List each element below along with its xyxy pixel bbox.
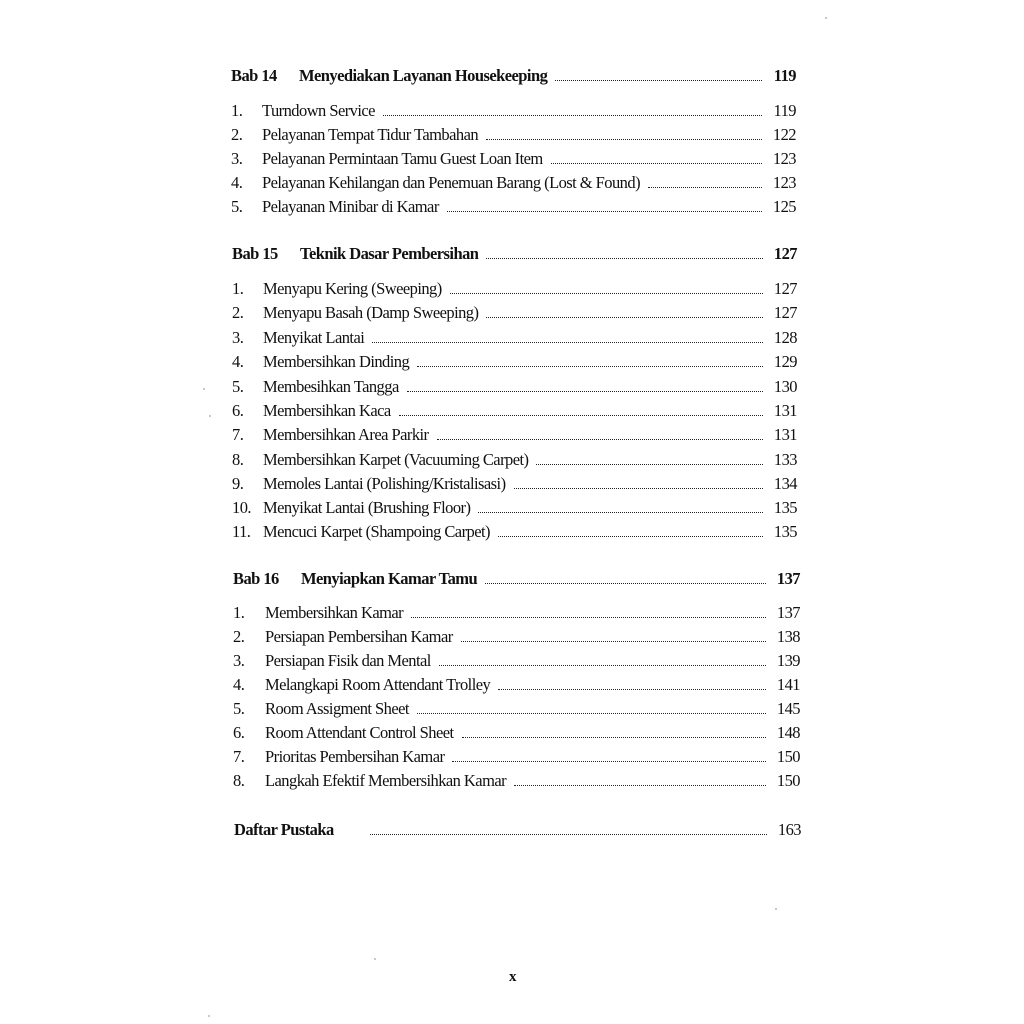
entry-number: 8. [233, 771, 245, 790]
scan-speck [374, 958, 376, 960]
dot-leader [498, 689, 766, 690]
page-ref: 163 [777, 820, 801, 839]
toc-entry [233, 627, 800, 647]
chapter-label: Bab 16 [233, 569, 279, 588]
toc-entry [232, 474, 797, 494]
page-ref: 150 [776, 771, 800, 790]
entry-number: 5. [233, 699, 245, 718]
entry-title: Langkah Efektif Membersihkan Kamar [265, 771, 507, 790]
page-ref: 150 [776, 747, 800, 766]
entry-title: Membersihkan Kamar [265, 603, 404, 622]
page-ref: 133 [773, 450, 797, 469]
entry-number: 1. [231, 101, 243, 120]
entry-number: 10. [232, 498, 251, 517]
page-ref: 129 [773, 352, 797, 371]
page-ref: 145 [776, 699, 800, 718]
toc-entry [233, 747, 800, 767]
dot-leader [447, 211, 762, 212]
toc-entry [232, 450, 797, 470]
scan-speck [825, 17, 827, 19]
dot-leader [486, 317, 763, 318]
entry-number: 2. [232, 303, 244, 322]
entry-number: 7. [232, 425, 244, 444]
dot-leader [514, 785, 766, 786]
page-ref: 123 [772, 173, 796, 192]
page-ref: 141 [776, 675, 800, 694]
entry-number: 4. [231, 173, 243, 192]
dot-leader [437, 439, 764, 440]
page-ref: 137 [776, 603, 800, 622]
dot-leader [399, 415, 763, 416]
entry-number: 2. [231, 125, 243, 144]
entry-title: Menyikat Lantai [263, 328, 365, 347]
scan-speck [775, 908, 777, 910]
page-ref: 122 [772, 125, 796, 144]
chapter-16-heading [233, 569, 800, 589]
entry-title: Persiapan Pembersihan Kamar [265, 627, 453, 646]
toc-entry [232, 425, 797, 445]
toc-entry [232, 498, 797, 518]
toc-entry [233, 723, 800, 743]
toc-entry [232, 352, 797, 372]
page-number: x [509, 969, 517, 985]
page-ref: 148 [776, 723, 800, 742]
page-ref: 131 [773, 401, 797, 420]
page-ref: 135 [773, 498, 797, 517]
chapter-14-heading [231, 66, 796, 86]
entry-title: Memoles Lantai (Polishing/Kristalisasi) [263, 474, 506, 493]
page-ref: 131 [773, 425, 797, 444]
entry-title: Membesihkan Tangga [263, 377, 399, 396]
entry-number: 3. [231, 149, 243, 168]
dot-leader [478, 512, 763, 513]
toc-entry [233, 651, 800, 671]
dot-leader [452, 761, 766, 762]
dot-leader [461, 641, 766, 642]
entry-number: 9. [232, 474, 244, 493]
entry-title: Room Attendant Control Sheet [265, 723, 454, 742]
entry-title: Persiapan Fisik dan Mental [265, 651, 431, 670]
dot-leader [498, 536, 763, 537]
dot-leader [407, 391, 763, 392]
entry-number: 6. [233, 723, 245, 742]
entry-number: 2. [233, 627, 245, 646]
toc-entry [231, 149, 796, 169]
toc-entry [233, 699, 800, 719]
entry-number: 5. [231, 197, 243, 216]
entry-title: Pelayanan Kehilangan dan Penemuan Barang (Lost & Found) [262, 173, 641, 192]
entry-number: 8. [232, 450, 244, 469]
chapter-label: Bab 15 [232, 244, 278, 263]
dot-leader [555, 80, 762, 81]
entry-number: 5. [232, 377, 244, 396]
entry-title: Pelayanan Tempat Tidur Tambahan [262, 125, 479, 144]
page-ref: 130 [773, 377, 797, 396]
chapter-title: Teknik Dasar Pembersihan [300, 244, 479, 263]
page-ref: 128 [773, 328, 797, 347]
entry-title: Menyapu Kering (Sweeping) [263, 279, 442, 298]
dot-leader [417, 366, 763, 367]
entry-number: 7. [233, 747, 245, 766]
page-ref: 135 [773, 522, 797, 541]
toc-entry [232, 401, 797, 421]
scan-speck [208, 1015, 210, 1017]
dot-leader [551, 163, 762, 164]
toc-entry [232, 377, 797, 397]
dot-leader [486, 258, 763, 259]
entry-number: 1. [232, 279, 244, 298]
entry-number: 11. [232, 522, 251, 541]
dot-leader [462, 737, 766, 738]
dot-leader [486, 139, 762, 140]
toc-entry [232, 279, 797, 299]
entry-number: 4. [232, 352, 244, 371]
bibliography-heading [234, 820, 801, 840]
bibliography-title: Daftar Pustaka [234, 820, 334, 839]
toc-entry [231, 173, 796, 193]
page-ref: 127 [773, 244, 797, 263]
entry-title: Membersihkan Area Parkir [263, 425, 429, 444]
page-ref: 119 [773, 101, 796, 120]
entry-title: Pelayanan Permintaan Tamu Guest Loan Item [262, 149, 543, 168]
entry-title: Room Assigment Sheet [265, 699, 409, 718]
page-ref: 119 [773, 66, 796, 85]
entry-title: Membersihkan Dinding [263, 352, 410, 371]
entry-number: 4. [233, 675, 245, 694]
page-ref: 127 [773, 303, 797, 322]
dot-leader [417, 713, 766, 714]
scan-speck [203, 388, 205, 390]
dot-leader [372, 342, 763, 343]
toc-entry [233, 675, 800, 695]
entry-number: 3. [233, 651, 245, 670]
toc-entry [233, 771, 800, 791]
dot-leader [439, 665, 766, 666]
toc-entry [231, 125, 796, 145]
entry-number: 1. [233, 603, 245, 622]
toc-entry [232, 522, 797, 542]
entry-title: Turndown Service [262, 101, 375, 120]
dot-leader [485, 583, 766, 584]
chapter-label: Bab 14 [231, 66, 277, 85]
entry-title: Membersihkan Kaca [263, 401, 391, 420]
page-ref: 123 [772, 149, 796, 168]
dot-leader [648, 187, 762, 188]
dot-leader [536, 464, 763, 465]
page-ref: 125 [772, 197, 796, 216]
entry-title: Menyapu Basah (Damp Sweeping) [263, 303, 479, 322]
entry-number: 6. [232, 401, 244, 420]
entry-title: Pelayanan Minibar di Kamar [262, 197, 439, 216]
page-ref: 138 [776, 627, 800, 646]
scan-speck [209, 415, 211, 417]
page-ref: 134 [773, 474, 797, 493]
chapter-15-heading [232, 244, 797, 264]
dot-leader [411, 617, 766, 618]
entry-title: Prioritas Pembersihan Kamar [265, 747, 445, 766]
entry-number: 3. [232, 328, 244, 347]
dot-leader [370, 834, 767, 835]
entry-title: Melangkapi Room Attendant Trolley [265, 675, 491, 694]
dot-leader [383, 115, 762, 116]
page-ref: 127 [773, 279, 797, 298]
page-ref: 139 [776, 651, 800, 670]
entry-title: Menyikat Lantai (Brushing Floor) [263, 498, 471, 517]
entry-title: Membersihkan Karpet (Vacuuming Carpet) [263, 450, 529, 469]
toc-entry [233, 603, 800, 623]
entry-title: Mencuci Karpet (Shampoing Carpet) [263, 522, 490, 541]
toc-entry [232, 303, 797, 323]
page-ref: 137 [776, 569, 800, 588]
toc-entry [231, 101, 796, 121]
toc-entry [232, 328, 797, 348]
toc-entry [231, 197, 796, 217]
chapter-title: Menyiapkan Kamar Tamu [301, 569, 478, 588]
chapter-title: Menyediakan Layanan Housekeeping [299, 66, 548, 85]
dot-leader [450, 293, 763, 294]
dot-leader [514, 488, 763, 489]
